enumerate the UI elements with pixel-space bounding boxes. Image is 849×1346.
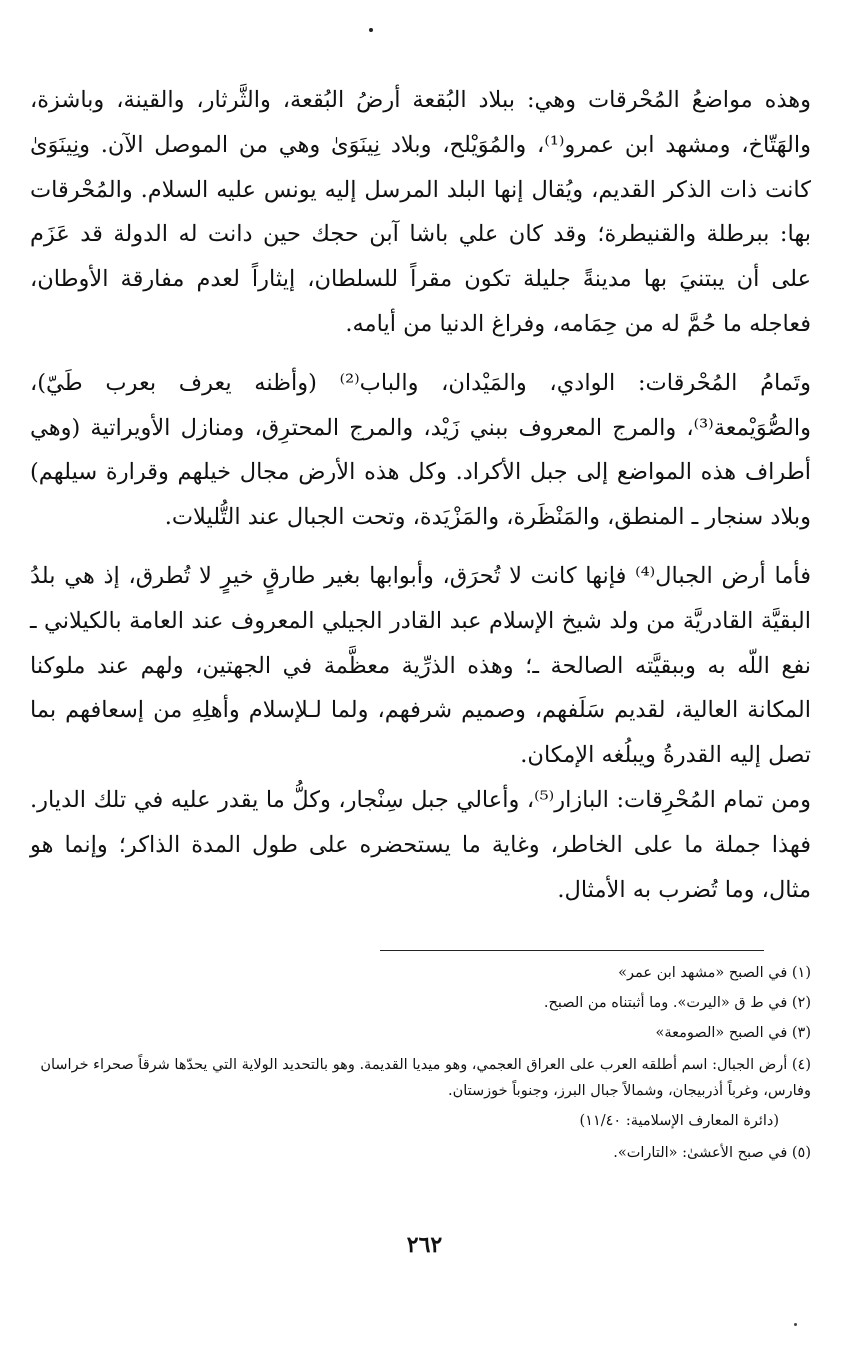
footnote-2: (٢) في ط ق «اليرت». وما أثبتناه من الصبح. — [543, 995, 811, 1011]
footnote-5: (٥) في صبح الأعشىٰ: «التارات». — [613, 1145, 811, 1161]
top-ink-dot — [369, 28, 373, 32]
paragraph-closing: ومن تمام المُحْرِقات: البازار⁽⁵⁾، وأعالي جبل سِنْجار، وكلُّ ما يقدر عليه في تلك الديار. فهذا جملة ما على الخاطر، وغاية ما يستحضره على طول المدة الذاكر؛ وإنما هو مثال، وما تُضرب به الأمثال. — [30, 786, 812, 903]
bottom-ink-dot — [794, 1323, 797, 1326]
footnote-1: (١) في الصبح «مشهد ابن عمر» — [618, 965, 811, 981]
footnote-4: (٤) أرض الجبال: اسم أطلقه العرب على العراق العجمي، وهو ميديا القديمة. وهو بالتحديد الولاية التي يحدّها شرقاً صحراء خراسان وفارس، وغرباً أذربيجان، وشمالاً جبال البرز، وجنوباً خوزستان. — [40, 1057, 811, 1099]
footnote-3: (٣) في الصبح «الصومعة» — [655, 1025, 811, 1041]
footnotes-block — [30, 958, 811, 1168]
page-number: ٢٦٢ — [406, 1232, 443, 1258]
paragraph-ard-al-jibal: فأما أرض الجبال⁽⁴⁾ فإنها كانت لا تُحرَق، وأبوابها بغير طارقٍ خيرٍ لا تُطرق، إذ هي بلدُ البقيَّة القادريَّة من ولد شيخ الإسلام عبد القادر الجيلي المعروف عند العامة بالكيلاني ـ نفع اللّه به وببقيَّته الصالحة ـ؛ وهذه الذرِّية معظَّمة في الجهتين، ولهم عند ملوكنا المكانة العالية، لقديم سَلَفهم، وصميم شرفهم، ولما لـلإسلام وأهلِهِ من إسعافهم بما تصل إليه القدرةُ ويبلُغه الإمكان. — [30, 562, 812, 769]
paragraph-muhriqat-list: وهذه مواضعُ المُحْرقات وهي: ببلاد البُقعة أرضُ البُقعة، والثَّرثار، والقينة، وباشزة، والهَتّاخ، ومشهد ابن عمرو⁽¹⁾، والمُوَيْلح، وبلاد نِينَوَىٰ وهي من الموصل الآن. ونِينَوَىٰ كانت ذات الذكر القديم، ويُقال إنها البلد المرسل إليه يونس عليه السلام. والمُحْرقات بها: ببرطلة والقنيطرة؛ وقد كان علي باشا آبن حجك حين دانت له الدولة قد عَزَم على أن يبتنيَ بها مدينةً جليلة تكون مقراً للسلطان، إيثاراً لعدم مفارقة الأوطان، فعاجله ما حُمَّ له من حِمَامه، وفراغ الدنيا من أيامه. — [30, 87, 811, 337]
paragraph-remaining-muhriqat: وتَمامُ المُحْرقات: الوادي، والمَيْدان، والباب⁽²⁾ (وأظنه يعرف بعرب طَيّ)، والصُّوَيْمعة⁽³⁾، والمرج المعروف ببني زَيْد، والمرج المحترِق، ومنازل الأويراتية (وهي أطراف هذه المواضع إلى جبل الأكراد. وكل هذه الأرض مجال خيلهم وقرارة سيلهم) وبلاد سنجار ـ المنطق، والمَنْظَرة، والمَزْيَدة، وتحت الجبال عند التُّليلات. — [30, 369, 811, 531]
main-text-block — [30, 78, 811, 912]
footnote-separator — [380, 950, 764, 951]
footnote-4-reference: (دائرة المعارف الإسلامية: ١١/٤٠) — [579, 1113, 779, 1129]
